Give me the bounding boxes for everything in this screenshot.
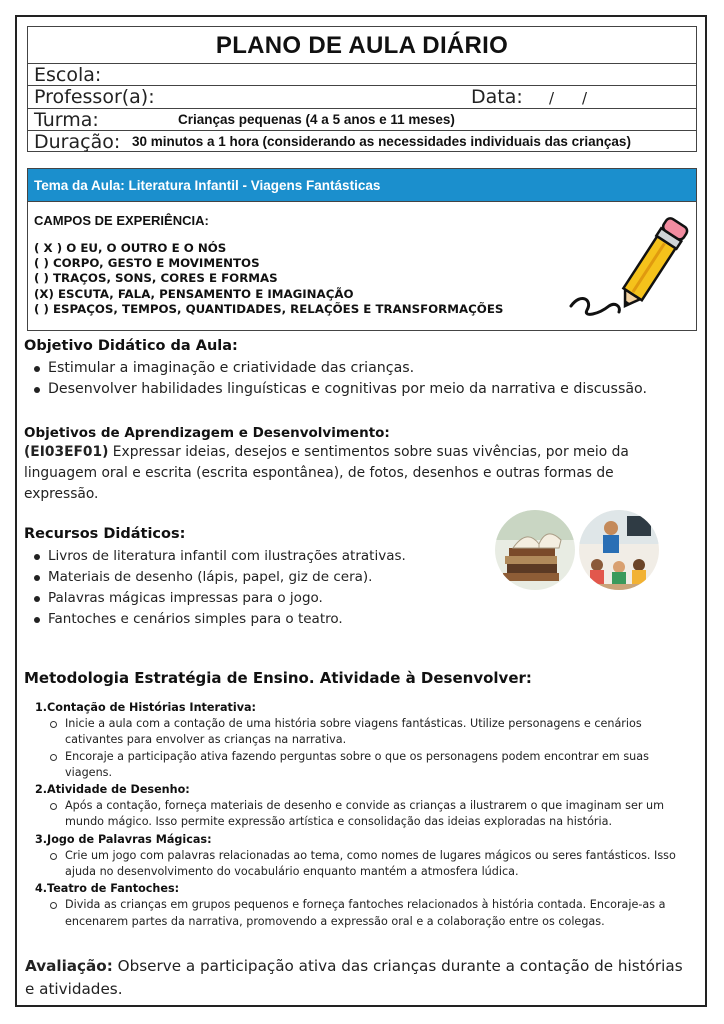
list-item: Estimular a imaginação e criatividade das crianças. (33, 358, 647, 379)
campo-item: (X) ESCUTA, FALA, PENSAMENTO E IMAGINAÇÃO (34, 287, 354, 301)
turma-value: Crianças pequenas (4 a 5 anos e 11 meses) (178, 112, 455, 127)
page-border (15, 15, 707, 1007)
step-4 (35, 880, 690, 930)
list-item: Livros de literatura infantil com ilustrações atrativas. (33, 546, 406, 567)
step-1 (35, 699, 690, 781)
duracao-value: 30 minutos a 1 hora (considerando as necessidades individuais das crianças) (132, 134, 631, 149)
step-heading (35, 831, 690, 848)
step-title: Contação de Histórias Interativa: (47, 701, 257, 714)
recursos-list (33, 546, 406, 630)
step-title: Teatro de Fantoches: (47, 882, 180, 896)
step-heading (35, 880, 690, 897)
books-photo (495, 510, 575, 590)
list-item: Desenvolver habilidades linguísticas e cognitivas por meio da narrativa e discussão. (33, 379, 647, 400)
step-title: Atividade de Desenho: (47, 783, 190, 797)
recursos-title: Recursos Didáticos: (24, 526, 186, 542)
avaliacao-label: Avaliação: (25, 957, 113, 975)
campo-item: ( ) ESPAÇOS, TEMPOS, QUANTIDADES, RELAÇÕES E TRANSFORMAÇÕES (34, 302, 504, 316)
objetivo-didatico-title: Objetivo Didático da Aula: (24, 338, 238, 354)
step-2 (35, 781, 690, 831)
professor-label: Professor(a): (34, 86, 155, 108)
professor-row (28, 85, 696, 108)
duracao-label: Duração: (34, 131, 121, 153)
page-title: PLANO DE AULA DIÁRIO (215, 32, 509, 59)
metodologia-steps (35, 699, 690, 930)
step-detail: Inicie a aula com a contação de uma história sobre viagens fantásticas. Utilize personagens e cenários cativantes para envolver as crianças na narrativa. (35, 716, 690, 749)
step-detail: Crie um jogo com palavras relacionadas ao tema, como nomes de lugares mágicos ou seres fantásticos. Isso ajuda no desenvolvimento do vocabulário enquanto mantém a atmosfera lúdica. (35, 848, 690, 881)
metodologia-title: Metodologia Estratégia de Ensino. Atividade à Desenvolver: (24, 669, 532, 687)
step-detail: Após a contação, forneça materiais de desenho e convide as crianças a ilustrarem o que imaginam ser um mundo mágico. Isso permite expressão artística e consolidação das ideias exploradas na história. (35, 798, 690, 831)
list-item: Palavras mágicas impressas para o jogo. (33, 588, 406, 609)
duracao-row (28, 130, 696, 152)
objetivo-didatico-list (33, 358, 647, 400)
turma-row (28, 108, 696, 130)
step-heading (35, 781, 690, 798)
step-heading (35, 699, 690, 716)
pencil-icon (563, 214, 693, 329)
step-detail: Encoraje a participação ativa fazendo perguntas sobre o que os personagens podem encontrar em suas viagens. (35, 749, 690, 782)
bncc-code: (EI03EF01) (24, 444, 109, 460)
step-3 (35, 831, 690, 881)
date-slash-2: / (582, 89, 588, 107)
escola-label: Escola: (34, 64, 102, 86)
step-number: 4. (35, 882, 48, 896)
step-number: 2. (35, 783, 48, 797)
objetivos-aprendizagem-text (24, 442, 684, 505)
theme-bar: Tema da Aula: Literatura Infantil - Viagens Fantásticas (28, 169, 696, 202)
data-label: Data: (471, 86, 523, 108)
campo-item: ( ) CORPO, GESTO E MOVIMENTOS (34, 256, 260, 270)
avaliacao-text (25, 955, 690, 1001)
step-title: Jogo de Palavras Mágicas: (47, 832, 212, 846)
step-detail: Divida as crianças em grupos pequenos e forneça fantoches relacionados à história contada. Encoraje-as a encenarem partes da narrativa, promovendo a expressão oral e a colaboração entre os colegas. (35, 897, 690, 930)
objetivos-aprendizagem-body: Expressar ideias, desejos e sentimentos sobre suas vivências, por meio da linguagem oral e escrita (escrita espontânea), de fotos, desenhos e outras formas de expressão. (24, 444, 629, 502)
avaliacao-body: Observe a participação ativa das crianças durante a contação de histórias e atividades. (25, 957, 683, 998)
escola-row (28, 63, 696, 85)
campo-item: ( X ) O EU, O OUTRO E O NÓS (34, 241, 227, 255)
storytelling-photo (579, 510, 659, 590)
objetivos-aprendizagem-title: Objetivos de Aprendizagem e Desenvolvimento: (24, 425, 390, 441)
list-item: Fantoches e cenários simples para o teatro. (33, 609, 406, 630)
theme-box (27, 168, 697, 331)
date-slash-1: / (549, 89, 555, 107)
list-item: Materiais de desenho (lápis, papel, giz de cera). (33, 567, 406, 588)
step-number: 1. (35, 701, 48, 714)
turma-label: Turma: (34, 109, 99, 131)
campo-item: ( ) TRAÇOS, SONS, CORES E FORMAS (34, 271, 278, 285)
campos-title: CAMPOS DE EXPERIÊNCIA: (34, 213, 209, 228)
header-box (27, 26, 697, 152)
step-number: 3. (35, 832, 48, 846)
